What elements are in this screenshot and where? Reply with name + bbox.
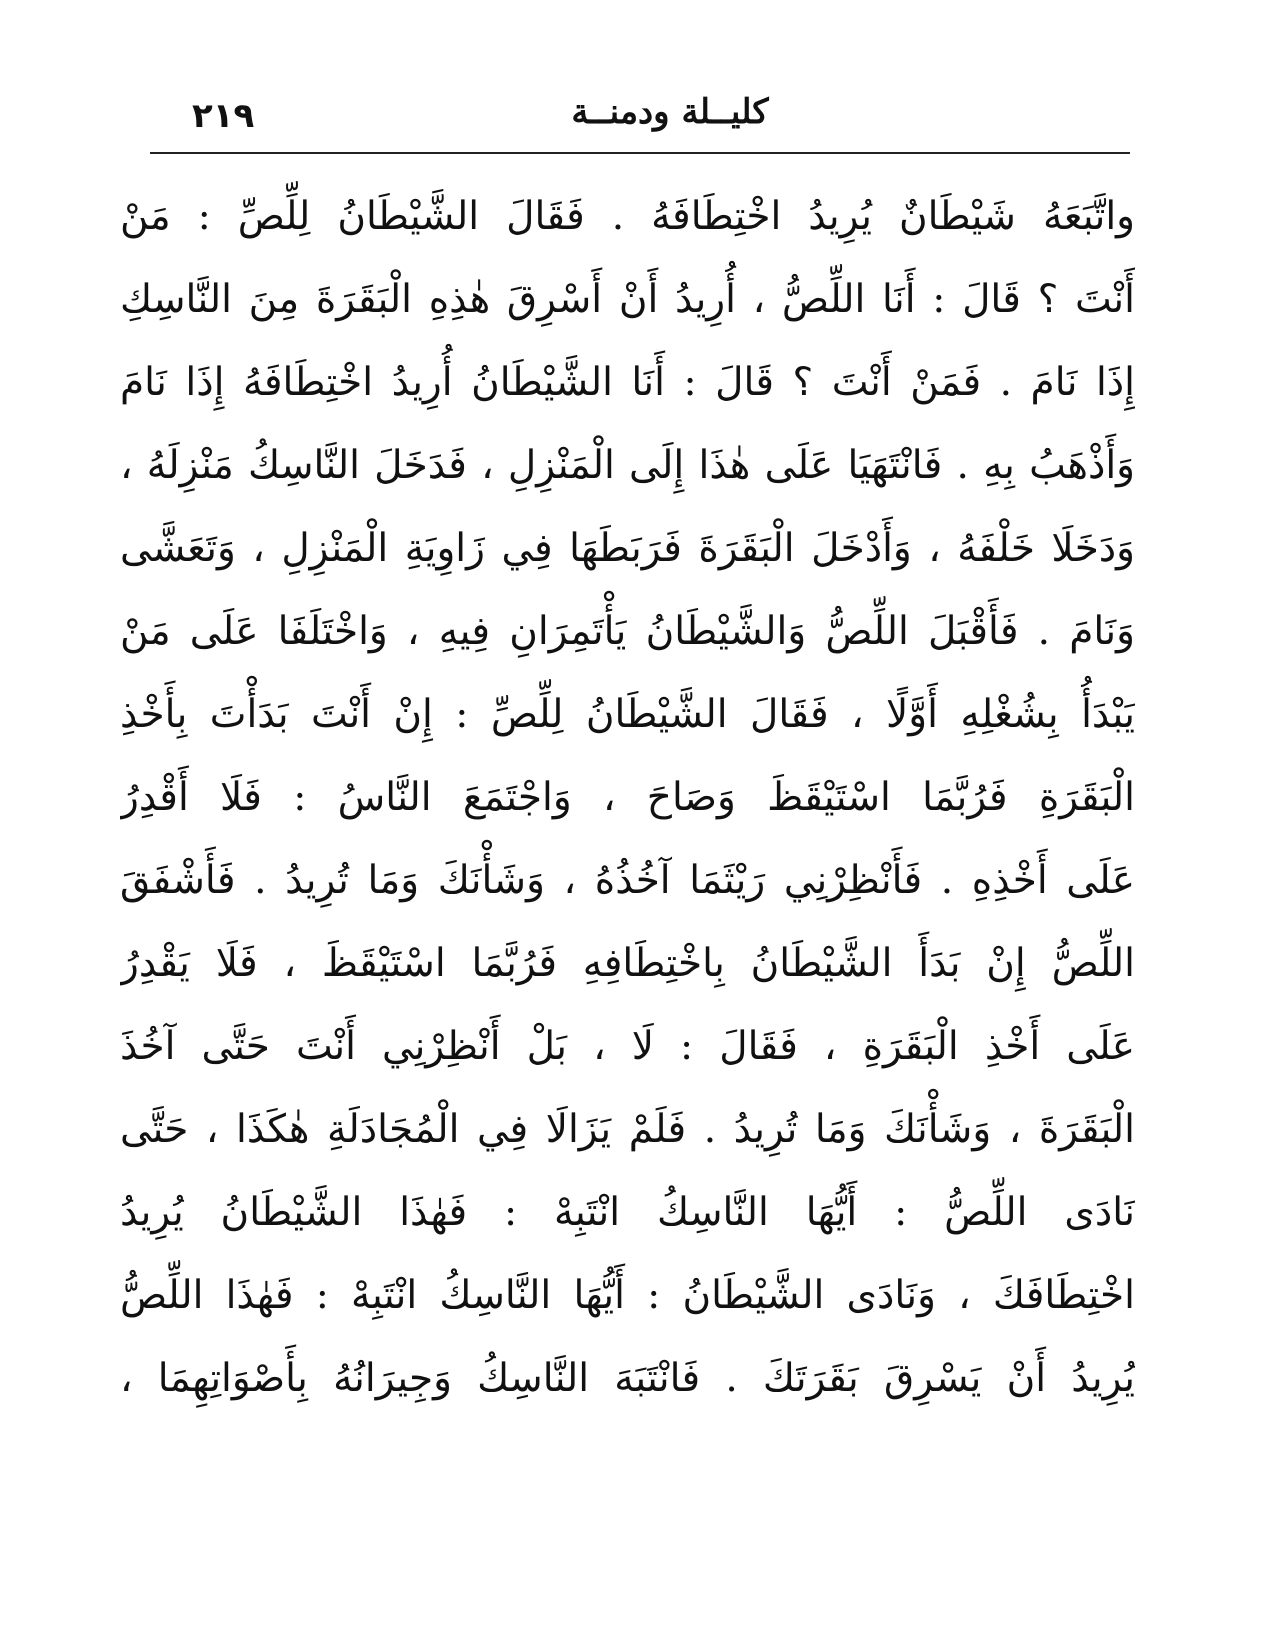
text-line: وَدَخَلَا خَلْفَهُ ، وَأَدْخَلَ الْبَقَرَةَ فَرَبَطَهَا فِي زَاوِيَةِ الْمَنْزِلِ ، وَتَعَشَّى — [120, 526, 1135, 571]
running-title: كليــلة ودمنــة — [571, 92, 769, 132]
text-line: اخْتِطَافَكَ ، وَنَادَى الشَّيْطَانُ : أَيُّهَا النَّاسِكُ انْتَبِهْ : فَهٰذَا اللِّصُّ — [120, 1273, 1135, 1318]
header-divider — [150, 152, 1130, 154]
text-line: وَأَذْهَبُ بِهِ . فَانْتَهَيَا عَلَى هٰذَا إِلَى الْمَنْزِلِ ، فَدَخَلَ النَّاسِكُ مَنْزِلَهُ ، — [120, 443, 1135, 488]
text-line: إِذَا نَامَ . فَمَنْ أَنْتَ ؟ قَالَ : أَنَا الشَّيْطَانُ أُرِيدُ اخْتِطَافَهُ إِذَا نَامَ — [120, 360, 1135, 405]
text-line: الْبَقَرَةَ ، وَشَأْنَكَ وَمَا تُرِيدُ . فَلَمْ يَزَالَا فِي الْمُجَادَلَةِ هٰكَذَا ، حَتَّى — [120, 1107, 1135, 1152]
text-line: الْبَقَرَةِ فَرُبَّمَا اسْتَيْقَظَ وَصَاحَ ، وَاجْتَمَعَ النَّاسُ : فَلَا أَقْدِرُ — [120, 775, 1135, 820]
text-line: عَلَى أَخْذِهِ . فَأَنْظِرْنِي رَيْثَمَا آخُذُهُ ، وَشَأْنَكَ وَمَا تُرِيدُ . فَأَشْفَقَ — [120, 858, 1135, 903]
text-line: اللِّصُّ إِنْ بَدَأَ الشَّيْطَانُ بِاخْتِطَافِهِ فَرُبَّمَا اسْتَيْقَظَ ، فَلَا يَقْدِرُ — [120, 941, 1135, 986]
text-line: نَادَى اللِّصُّ : أَيُّهَا النَّاسِكُ انْتَبِهْ : فَهٰذَا الشَّيْطَانُ يُرِيدُ — [120, 1190, 1135, 1235]
page-header — [150, 88, 1130, 148]
text-line: وَنَامَ . فَأَقْبَلَ اللِّصُّ وَالشَّيْطَانُ يَأْتَمِرَانِ فِيهِ ، وَاخْتَلَفَا عَلَى مَنْ — [120, 609, 1135, 654]
body-text — [120, 175, 1135, 1420]
text-line: واتَّبَعَهُ شَيْطَانٌ يُرِيدُ اخْتِطَافَهُ . فَقَالَ الشَّيْطَانُ لِلِّصِّ : مَنْ — [120, 194, 1135, 239]
text-line: عَلَى أَخْذِ الْبَقَرَةِ ، فَقَالَ : لَا ، بَلْ أَنْظِرْنِي أَنْتَ حَتَّى آخُذَ — [120, 1024, 1135, 1069]
text-line: أَنْتَ ؟ قَالَ : أَنَا اللِّصُّ ، أُرِيدُ أَنْ أَسْرِقَ هٰذِهِ الْبَقَرَةَ مِنَ النَّاسِكِ — [120, 277, 1135, 322]
page-number: ٢١٩ — [192, 96, 255, 136]
text-line: يُرِيدُ أَنْ يَسْرِقَ بَقَرَتَكَ . فَانْتَبَهَ النَّاسِكُ وَجِيرَانُهُ بِأَصْوَاتِهِمَا ، — [120, 1356, 1135, 1401]
text-line: يَبْدَأُ بِشُغْلِهِ أَوَّلًا ، فَقَالَ الشَّيْطَانُ لِلِّصِّ : إِنْ أَنْتَ بَدَأْتَ بِأَخْذِ — [120, 692, 1135, 737]
